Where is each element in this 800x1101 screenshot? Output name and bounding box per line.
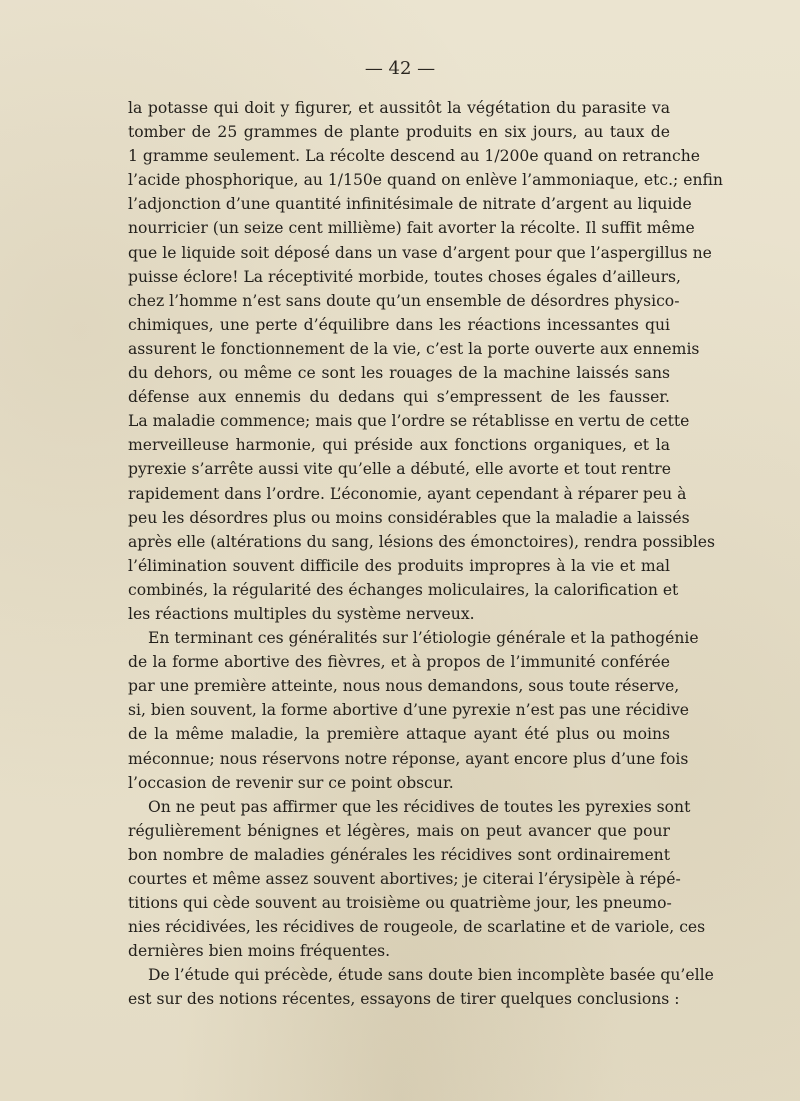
text-line: nies récidivées, les récidives de rougeole, de scarlatine et de variole, ces [128,918,706,937]
text-line: de la même maladie, la première attaque ayant été plus ou moins [128,725,670,744]
text-line: nourricier (un seize cent millième) fait avorter la récolte. Il suffit même [128,219,695,238]
text-line: la potasse qui doit y figurer, et aussitôt la végétation du parasite va [128,99,670,117]
text-line: après elle (altérations du sang, lésions des émonctoires), rendra possibles [128,532,716,551]
body-text [128,96,723,1012]
text-line: méconnue; nous réservons notre réponse, ayant encore plus d’une fois [128,749,689,768]
text-line: combinés, la régularité des échanges moliculaires, la calorification et [128,580,679,599]
text-line: est sur des notions récentes, essayons de tirer quelques conclusions : [128,990,680,1009]
text-line: si, bien souvent, la forme abortive d’une pyrexie n’est pas une récidive [128,701,690,720]
text-line: pyrexie s’arrête aussi vite qu’elle a débuté, elle avorte et tout rentre [128,460,671,479]
text-line: dernières bien moins fréquentes. [128,942,391,961]
text-line: On ne peut pas affirmer que les récidives de toutes les pyrexies sont [148,797,691,816]
text-line: du dehors, ou même ce sont les rouages de la machine laissés sans [128,364,670,383]
text-line: l’occasion de revenir sur ce point obscur. [128,773,454,792]
text-line: peu les désordres plus ou moins considérables que la maladie a laissés [128,508,690,527]
text-line: par une première atteinte, nous nous demandons, sous toute réserve, [128,677,680,696]
text-line: bon nombre de maladies générales les récidives sont ordinairement [128,845,670,864]
text-line: En terminant ces généralités sur l’étiologie générale et la pathogénie [148,629,699,648]
text-line: De l’étude qui précède, étude sans doute bien incomplète basée qu’elle [148,966,714,985]
text-line: merveilleuse harmonie, qui préside aux fonctions organiques, et la [128,436,670,455]
text-line: chez l’homme n’est sans doute qu’un ensemble de désordres physico- [128,291,680,310]
text-line: défense aux ennemis du dedans qui s’empressent de les fausser. [128,388,670,407]
text-line: de la forme abortive des fièvres, et à propos de l’immunité conférée [128,653,670,672]
text-line: La maladie commence; mais que l’ordre se rétablisse en vertu de cette [128,412,690,431]
text-line: puisse éclore! La réceptivité morbide, toutes choses égales d’ailleurs, [128,267,681,286]
text-line: l’élimination souvent difficile des produits impropres à la vie et mal [128,556,670,575]
text-line: l’adjonction d’une quantité infinitésimale de nitrate d’argent au liquide [128,195,692,214]
text-line: tomber de 25 grammes de plante produits en six jours, au taux de [128,123,670,142]
text-line: régulièrement bénignes et légères, mais on peut avancer que pour [128,821,670,840]
text-line: courtes et même assez souvent abortives; je citerai l’érysipèle à répé- [128,870,681,888]
page-number: — 42 — [364,58,436,79]
text-line: l’acide phosphorique, au 1/150e quand on enlève l’ammoniaque, etc.; enfin [128,171,723,190]
text-line: rapidement dans l’ordre. L’économie, ayant cependant à réparer peu à [128,484,687,503]
text-line: 1 gramme seulement. La récolte descend au 1/200e quand on retranche [128,147,700,166]
text-line: assurent le fonctionnement de la vie, c’est la porte ouverte aux ennemis [128,339,700,358]
text-line: chimiques, une perte d’équilibre dans les réactions incessantes qui [128,315,670,334]
text-line: titions qui cède souvent au troisième ou quatrième jour, les pneumo- [128,894,672,913]
text-line: que le liquide soit déposé dans un vase d’argent pour que l’aspergillus ne [128,243,712,262]
text-line: les réactions multiples du système nerveux. [128,604,475,623]
